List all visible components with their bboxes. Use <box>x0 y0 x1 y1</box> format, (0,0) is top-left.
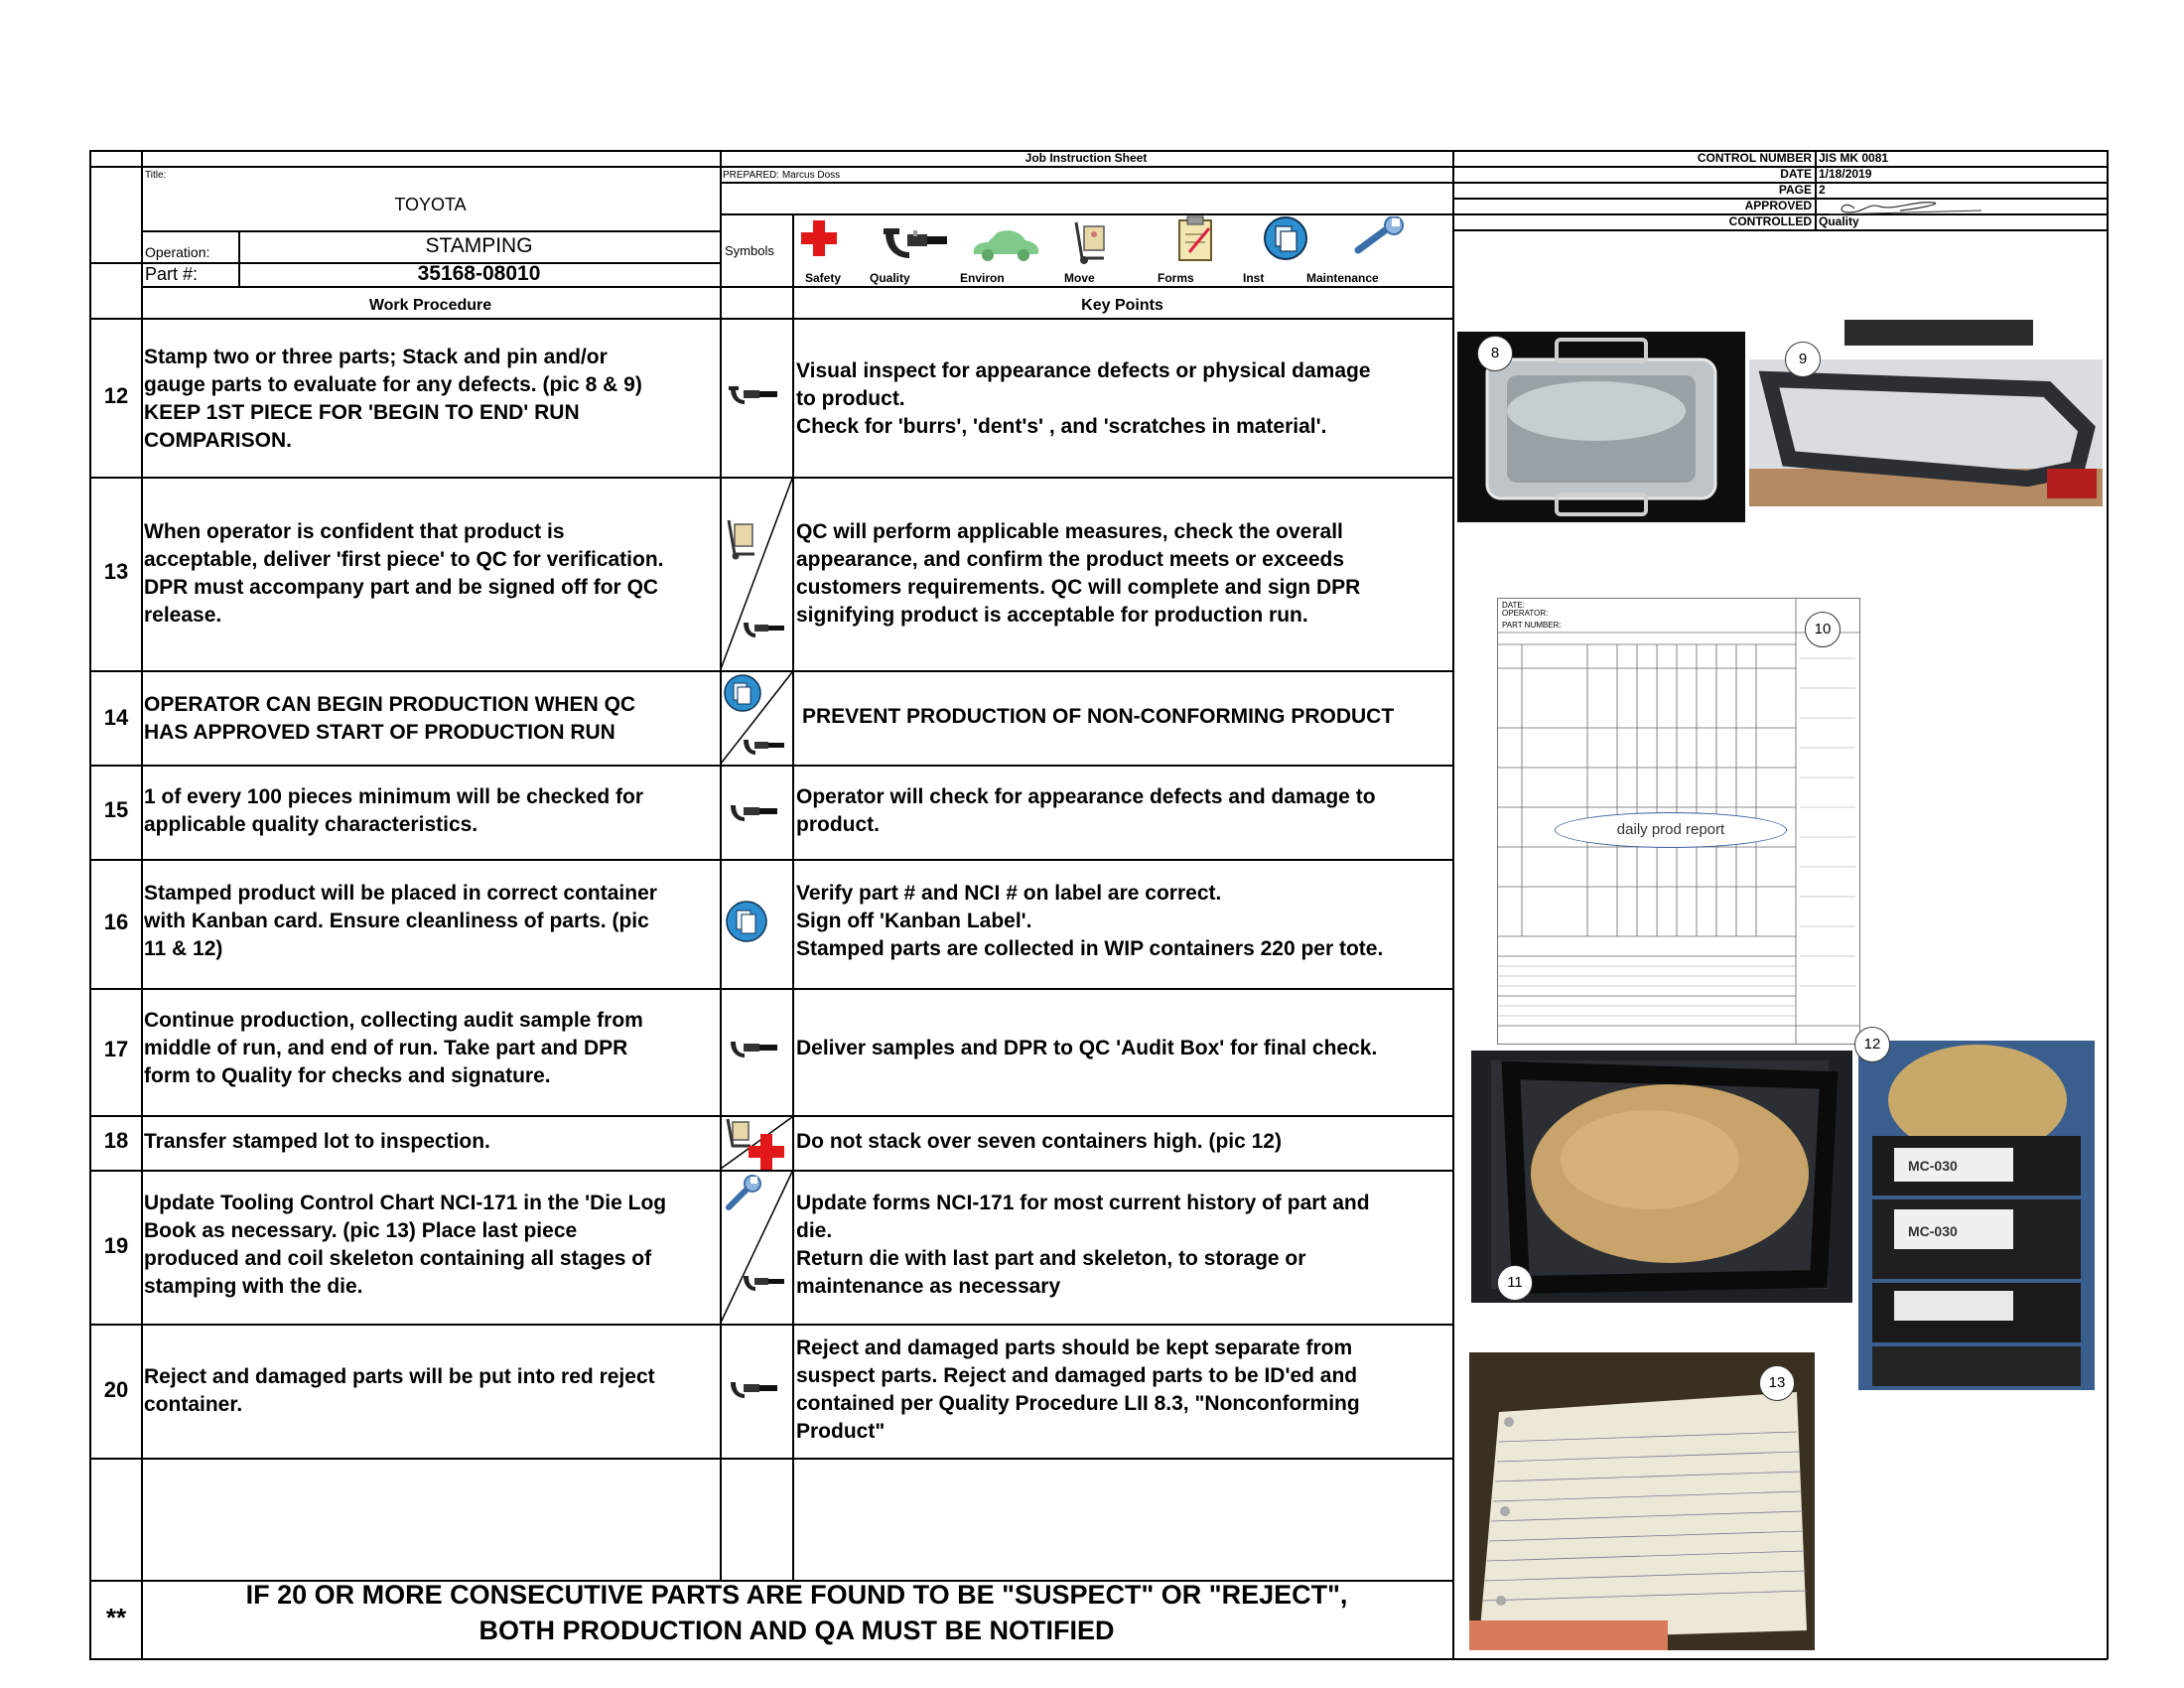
page-value: 2 <box>1819 183 1826 197</box>
symbol-label-forms: Forms <box>1158 271 1194 285</box>
controlled-label: CONTROLLED <box>1728 214 1812 228</box>
step-number-20: 20 <box>103 1377 129 1402</box>
procedure-step-15: 1 of every 100 pieces minimum will be checked for applicable quality characteristics. <box>144 785 644 836</box>
control-number-value: JIS MK 0081 <box>1819 151 1889 165</box>
part-number: 35168-08010 <box>417 262 541 285</box>
sheet-title: Job Instruction Sheet <box>1024 151 1148 165</box>
customer-name: TOYOTA <box>394 195 467 214</box>
control-number-label: CONTROL NUMBER <box>1697 151 1812 165</box>
step-15-quality-micrometer-icon <box>727 799 782 825</box>
approved-label: APPROVED <box>1744 199 1812 212</box>
photo-12-number: 12 <box>1854 1027 1890 1062</box>
page-label: PAGE <box>1778 183 1812 197</box>
symbol-cell-diagonals <box>720 477 793 1579</box>
photo-8-number: 8 <box>1477 336 1513 371</box>
step-number-17: 17 <box>103 1037 129 1061</box>
key-points-step-17: Deliver samples and DPR to QC 'Audit Box' for final check. <box>796 1037 1378 1059</box>
symbol-label-quality: Quality <box>870 271 910 285</box>
photo-11-number: 11 <box>1497 1265 1533 1301</box>
step-number-19: 19 <box>103 1233 129 1258</box>
key-points-step-14: PREVENT PRODUCTION OF NON-CONFORMING PRODUCT <box>802 705 1395 728</box>
photo-10-daily-prod-report-form: DATE: OPERATOR: PART NUMBER: <box>1497 598 1860 1045</box>
photo-9-stamped-part <box>1749 359 2103 506</box>
step-14-inst-instruction-icon <box>723 673 762 713</box>
title-label: Title: <box>145 170 167 181</box>
photo-10-number: 10 <box>1805 612 1841 647</box>
procedure-step-20: Reject and damaged parts will be put into red reject container. <box>144 1365 655 1416</box>
procedure-step-14: OPERATOR CAN BEGIN PRODUCTION WHEN QC HAS APPROVED START OF PRODUCTION RUN <box>144 693 636 744</box>
key-points-step-15: Operator will check for appearance defects and damage to product. <box>796 785 1376 836</box>
footer-warning: IF 20 OR MORE CONSECUTIVE PARTS ARE FOUND TO BE "SUSPECT" OR "REJECT", BOTH PRODUCTION AND QA MUST BE NOTIFIED <box>245 1580 1348 1645</box>
safety-red-cross-icon <box>799 216 839 260</box>
symbol-label-safety: Safety <box>805 271 842 285</box>
step-number-13: 13 <box>103 559 129 584</box>
step-number-12: 12 <box>103 383 129 408</box>
operation-label: Operation: <box>145 244 210 260</box>
key-points-step-19: Update forms NCI-171 for most current history of part and die. Return die with last part and skeleton, to storage or maintenance as necessary <box>796 1192 1370 1298</box>
controlled-value: Quality <box>1819 214 1859 228</box>
symbol-label-inst: Inst <box>1243 271 1265 285</box>
forms-clipboard-icon <box>1175 212 1217 262</box>
step-16-inst-instruction-icon <box>725 900 768 943</box>
key-points-step-18: Do not stack over seven containers high. (pic 12) <box>796 1130 1282 1153</box>
photo-9-number: 9 <box>1785 342 1821 377</box>
inst-instruction-icon <box>1262 214 1309 262</box>
work-procedure-header: Work Procedure <box>368 297 492 314</box>
footer-marker: ** <box>105 1603 127 1632</box>
step-19-maintenance-wrench-icon <box>723 1174 762 1213</box>
symbols-label: Symbols <box>725 243 774 258</box>
date-value: 1/18/2019 <box>1819 167 1872 181</box>
step-17-quality-micrometer-icon <box>727 1036 782 1061</box>
maintenance-wrench-icon <box>1350 216 1410 258</box>
symbol-label-environ: Environ <box>960 271 1005 285</box>
move-hand-truck-icon <box>1068 218 1112 266</box>
step-14-quality-micrometer-icon <box>741 735 788 759</box>
photo-13-die-log-book <box>1469 1352 1815 1650</box>
step-18-safety-red-cross-icon <box>747 1132 786 1172</box>
procedure-step-17: Continue production, collecting audit sample from middle of run, and end of run. Take part and DPR form to Quality for checks and signature. <box>144 1009 643 1087</box>
step-19-quality-micrometer-icon <box>741 1271 788 1295</box>
prepared-by: PREPARED: Marcus Doss <box>723 170 841 181</box>
operation-value: STAMPING <box>425 234 533 257</box>
step-13-quality-micrometer-icon <box>741 618 788 641</box>
step-20-quality-micrometer-icon <box>727 1376 782 1402</box>
key-points-step-13: QC will perform applicable measures, check the overall appearance, and confirm the product meets or exceeds customers requirements. QC will complete and sign DPR signifying product is acceptable for production run. <box>796 520 1361 627</box>
daily-prod-report-callout: daily prod report <box>1555 812 1787 848</box>
key-points-header: Key Points <box>1081 297 1163 314</box>
procedure-step-13: When operator is confident that product is acceptable, deliver 'first piece' to QC for verification. DPR must accompany part and be signed off for QC release. <box>144 520 664 627</box>
part-label: Part #: <box>145 264 199 284</box>
key-points-step-12: Visual inspect for appearance defects or physical damage to product. Check for 'burrs', 'dent's' , and 'scratches in material'. <box>796 359 1371 438</box>
procedure-step-18: Transfer stamped lot to inspection. <box>144 1130 490 1153</box>
step-number-18: 18 <box>103 1128 129 1153</box>
environ-car-icon <box>968 224 1043 264</box>
photo-13-number: 13 <box>1759 1365 1795 1401</box>
step-12-quality-micrometer-icon <box>727 382 782 408</box>
key-points-step-20: Reject and damaged parts should be kept separate from suspect parts. Reject and damaged parts to be ID'ed and contained per Quality Procedure LII 8.3, "Nonconforming Product" <box>796 1336 1360 1443</box>
symbol-label-move: Move <box>1064 271 1095 285</box>
procedure-step-16: Stamped product will be placed in correct container with Kanban card. Ensure cleanliness of parts. (pic 11 & 12) <box>144 882 657 960</box>
step-13-move-hand-truck-icon <box>723 516 758 560</box>
step-number-14: 14 <box>103 705 129 730</box>
key-points-step-16: Verify part # and NCI # on label are correct. Sign off 'Kanban Label'. Stamped parts are collected in WIP containers 220 per tote. <box>796 882 1384 960</box>
procedure-step-12: Stamp two or three parts; Stack and pin and/or gauge parts to evaluate for any defects. (pic 8 & 9) KEEP 1ST PIECE FOR 'BEGIN TO END' RUN COMPARISON. <box>144 346 642 452</box>
procedure-step-19: Update Tooling Control Chart NCI-171 in the 'Die Log Book as necessary. (pic 13) Place last piece produced and coil skeleton containing all stages of stamping with the die. <box>144 1192 667 1298</box>
step-number-16: 16 <box>103 910 129 934</box>
photo-9-top-strip <box>1844 320 2033 346</box>
quality-micrometer-icon <box>880 222 951 262</box>
step-number-15: 15 <box>103 797 129 822</box>
symbol-label-maintenance: Maintenance <box>1306 271 1379 285</box>
photo-12-stacked-containers: MC-030 MC-030 <box>1858 1041 2095 1390</box>
date-label: DATE <box>1780 167 1812 181</box>
photo-11-parts-in-bag <box>1471 1051 1852 1303</box>
